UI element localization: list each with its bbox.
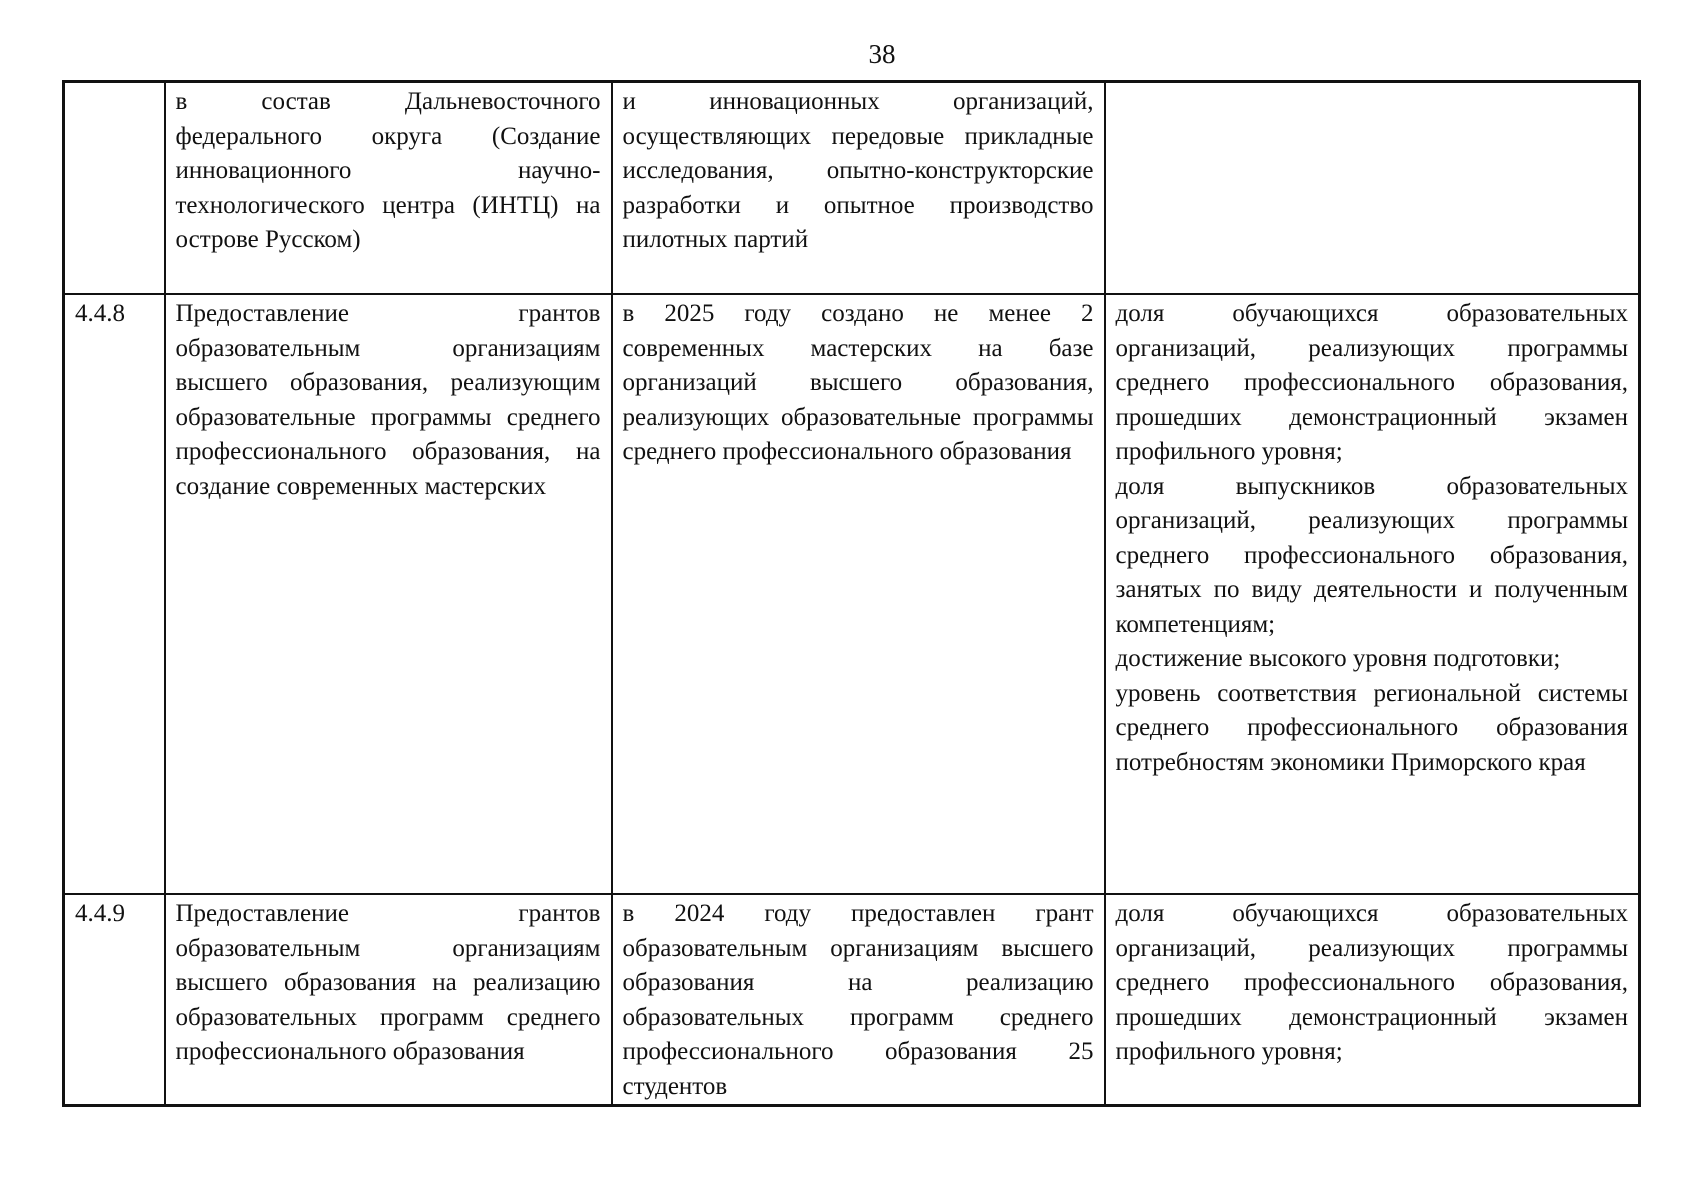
table-row	[64, 894, 1640, 1106]
row-number-cell: 4.4.9	[64, 894, 165, 1106]
indicator-item: доля обучающихся образовательных организаций, реализующих программы среднего профессионального образования, прошедших демонстрационный экзамен профильного уровня;	[1115, 900, 1628, 1065]
table-row	[64, 82, 1640, 295]
indicators-cell	[1105, 294, 1640, 894]
row-number-cell: 4.4.8	[64, 294, 165, 894]
measure-name-cell: в состав Дальневосточного федерального округа (Создание инновационного научно-технологического центра (ИНТЦ) на острове Русском)	[165, 82, 612, 295]
indicator-item: уровень соответствия региональной системы среднего профессионального образования потребностям экономики Приморского края	[1115, 679, 1628, 776]
indicator-item: доля обучающихся образовательных организаций, реализующих программы среднего профессионального образования, прошедших демонстрационный экзамен профильного уровня;	[1115, 300, 1628, 465]
indicators-cell	[1105, 82, 1640, 295]
table-row	[64, 294, 1640, 894]
indicator-item: достижение высокого уровня подготовки;	[1115, 645, 1561, 672]
indicators-cell	[1105, 894, 1640, 1106]
measure-name-cell: Предоставление грантов образовательным организациям высшего образования, реализующим образовательные программы среднего профессионального образования, на создание современных мастерских	[165, 294, 612, 894]
expected-result-cell: в 2025 году создано не менее 2 современных мастерских на базе организаций высшего образования, реализующих образовательные программы среднего профессионального образования	[612, 294, 1105, 894]
row-number-cell	[64, 82, 165, 295]
indicator-item: доля выпускников образовательных организаций, реализующих программы среднего профессионального образования, занятых по виду деятельности и полученным компетенциям;	[1115, 472, 1628, 638]
measure-name-cell: Предоставление грантов образовательным организациям высшего образования на реализацию образовательных программ среднего профессионального образования	[165, 894, 612, 1106]
expected-result-cell: и инновационных организаций, осуществляющих передовые прикладные исследования, опытно-конструкторские разработки и опытное производство пилотных партий	[612, 82, 1105, 295]
expected-result-cell: в 2024 году предоставлен грант образовательным организациям высшего образования на реализацию образовательных программ среднего профессионального образования 25 студентов	[612, 894, 1105, 1106]
measures-table	[62, 80, 1641, 1107]
page-number: 38	[868, 39, 896, 69]
